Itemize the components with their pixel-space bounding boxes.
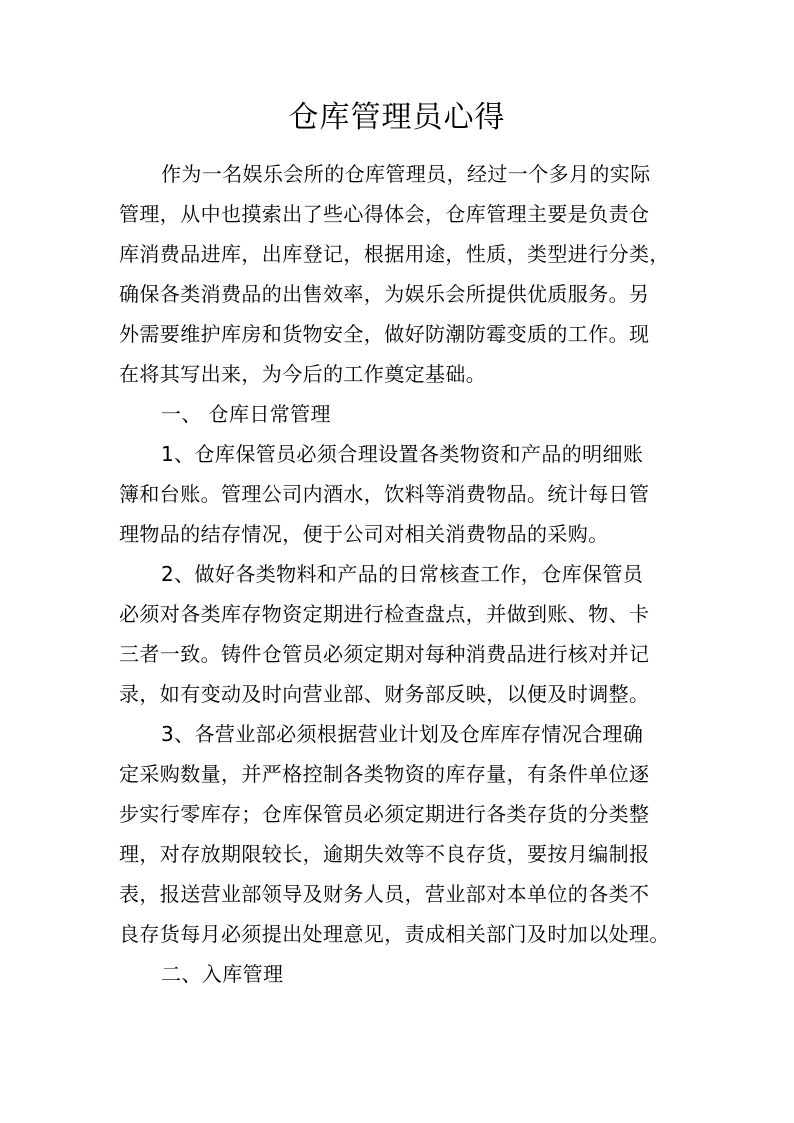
- paragraph-line: 必须对各类库存物资定期进行检查盘点，并做到账、物、卡: [119, 602, 650, 626]
- paragraph-line: 定采购数量，并严格控制各类物资的库存量，有条件单位逐: [119, 762, 650, 786]
- paragraph-line: 1、仓库保管员必须合理设置各类物资和产品的明细账: [161, 442, 644, 466]
- section-heading: 二、入库管理: [161, 962, 284, 986]
- paragraph-line: 步实行零库存；仓库保管员必须定期进行各类存货的分类整: [119, 802, 650, 826]
- paragraph-line: 理，对存放期限较长，逾期失效等不良存货，要按月编制报: [119, 842, 650, 866]
- paragraph-line: 确保各类消费品的出售效率，为娱乐会所提供优质服务。另: [119, 282, 650, 306]
- paragraph-line: 簿和台账。管理公司内酒水，饮料等消费物品。统计每日管: [119, 482, 650, 506]
- paragraph-line: 外需要维护库房和货物安全，做好防潮防霉变质的工作。现: [119, 322, 650, 346]
- paragraph-line: 良存货每月必须提出处理意见，责成相关部门及时加以处理。: [119, 922, 670, 946]
- paragraph-line: 2、做好各类物料和产品的日常核查工作，仓库保管员: [161, 562, 644, 586]
- section-heading: 一、 仓库日常管理: [161, 402, 331, 426]
- paragraph-line: 理物品的结存情况，便于公司对相关消费物品的采购。: [119, 522, 609, 546]
- paragraph-line: 表，报送营业部领导及财务人员，营业部对本单位的各类不: [119, 882, 650, 906]
- paragraph-line: 作为一名娱乐会所的仓库管理员，经过一个多月的实际: [161, 162, 651, 186]
- paragraph-line: 管理，从中也摸索出了些心得体会，仓库管理主要是负责仓: [119, 202, 650, 226]
- paragraph-line: 3、各营业部必须根据营业计划及仓库库存情况合理确: [161, 722, 644, 746]
- paragraph-line: 三者一致。铸件仓管员必须定期对每种消费品进行核对并记: [119, 642, 650, 666]
- paragraph-line: 录，如有变动及时向营业部、财务部反映，以便及时调整。: [119, 682, 650, 706]
- paragraph-line: 在将其写出来，为今后的工作奠定基础。: [119, 362, 487, 386]
- document-title: 仓库管理员心得: [288, 100, 506, 135]
- document-body: [119, 160, 679, 1000]
- paragraph-line: 库消费品进库，出库登记，根据用途，性质，类型进行分类，: [119, 242, 670, 266]
